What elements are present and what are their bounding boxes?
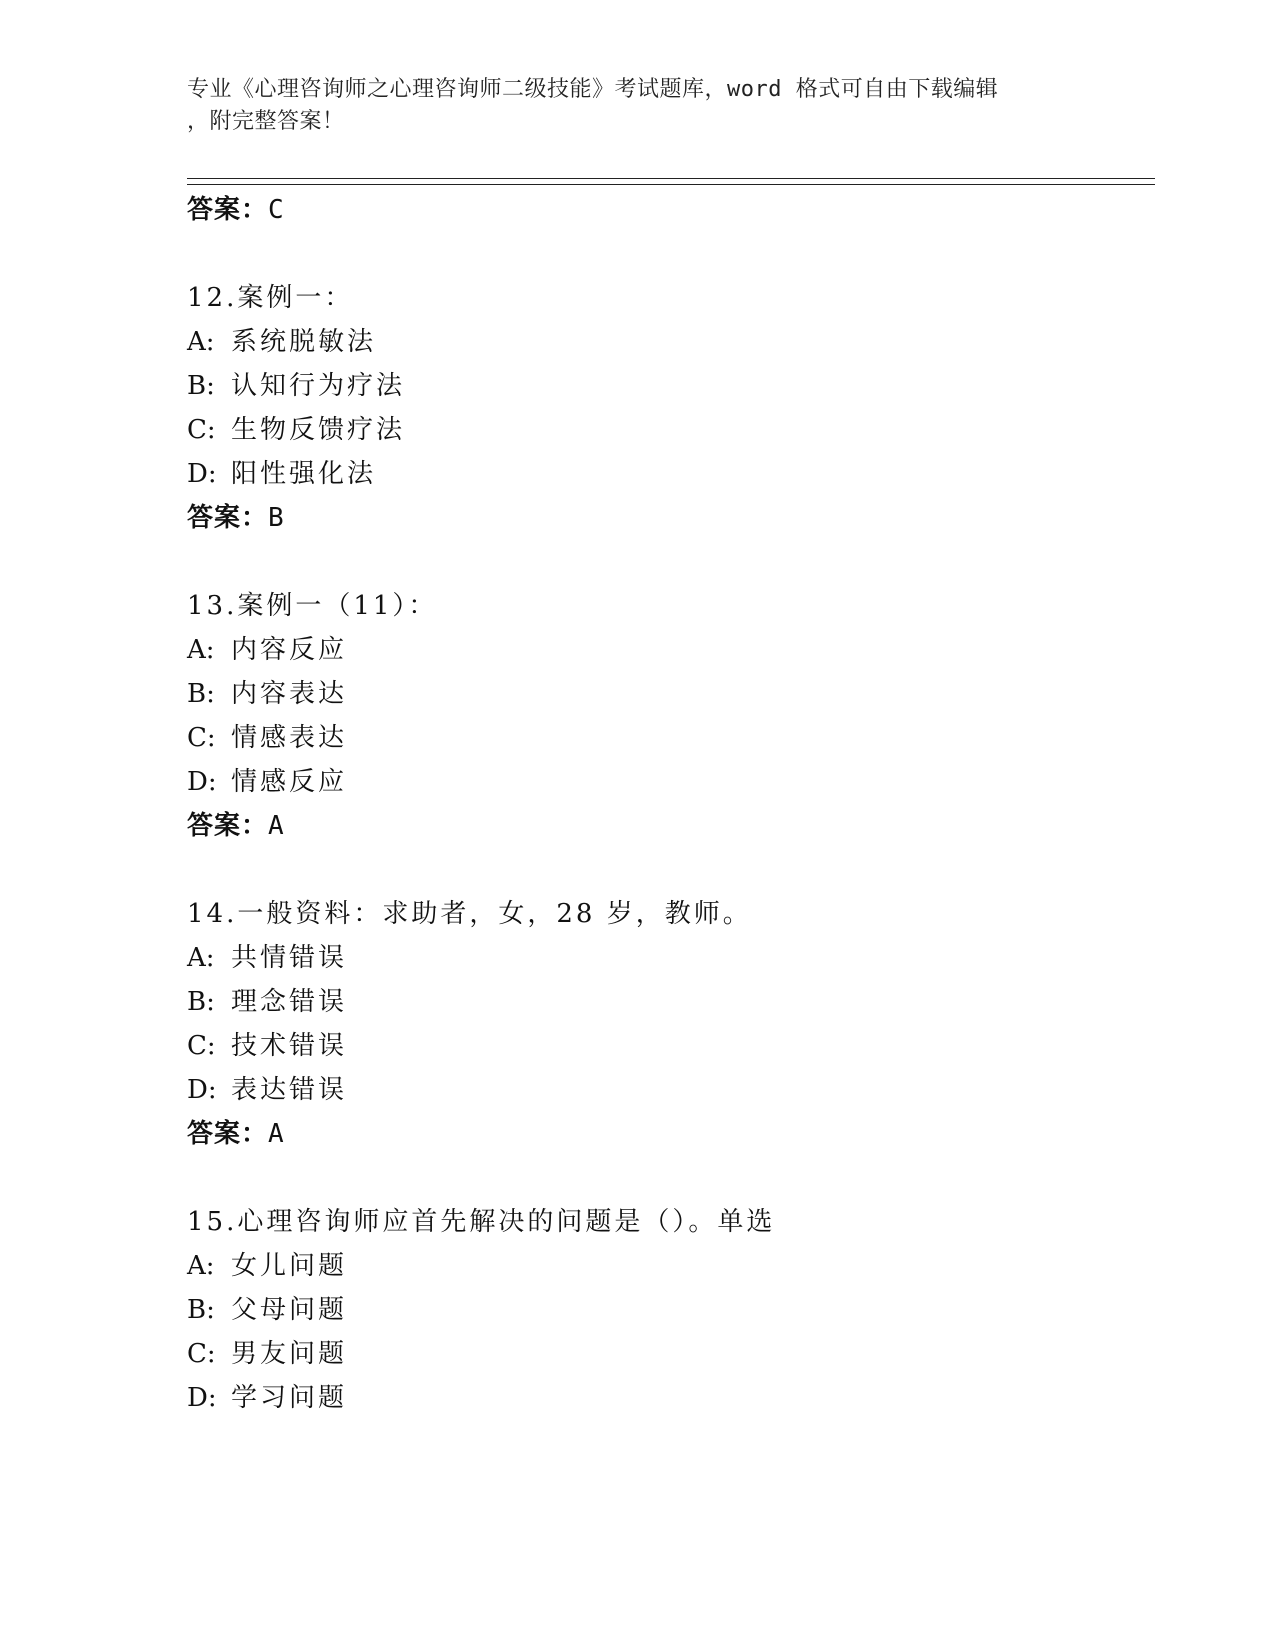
option-letter: D: bbox=[187, 459, 217, 489]
option-text: 内容表达 bbox=[231, 679, 348, 709]
document-header bbox=[187, 74, 1087, 138]
header-line-2: ，附完整答案！ bbox=[187, 109, 345, 134]
option-letter: B: bbox=[187, 371, 215, 401]
question-stem: 15.心理咨询师应首先解决的问题是（）。单选 bbox=[187, 1207, 776, 1237]
option-text: 表达错误 bbox=[231, 1075, 348, 1105]
answer-line bbox=[187, 193, 285, 227]
answer-label: 答案： bbox=[187, 503, 269, 533]
option-b bbox=[187, 677, 347, 711]
answer-label: 答案： bbox=[187, 195, 269, 225]
option-text: 学习问题 bbox=[231, 1383, 348, 1413]
answer-line bbox=[187, 1117, 285, 1151]
option-a bbox=[187, 1249, 347, 1283]
header-divider-bottom bbox=[187, 184, 1155, 185]
option-c bbox=[187, 721, 347, 755]
option-text: 阳性强化法 bbox=[231, 459, 377, 489]
answer-value: A bbox=[268, 811, 285, 841]
option-text: 男友问题 bbox=[231, 1339, 348, 1369]
option-c bbox=[187, 413, 405, 447]
option-letter: D: bbox=[187, 1383, 217, 1413]
answer-line bbox=[187, 809, 285, 843]
option-text: 理念错误 bbox=[231, 987, 348, 1017]
option-b bbox=[187, 985, 347, 1019]
answer-label: 答案： bbox=[187, 811, 269, 841]
option-letter: D: bbox=[187, 767, 217, 797]
option-letter: A: bbox=[187, 1251, 215, 1281]
option-letter: A: bbox=[187, 327, 215, 357]
answer-value: B bbox=[268, 503, 285, 533]
option-letter: B: bbox=[187, 679, 215, 709]
answer-value: C bbox=[268, 195, 285, 225]
question-stem: 14.一般资料：求助者，女，28 岁，教师。 bbox=[187, 899, 752, 929]
option-b bbox=[187, 369, 405, 403]
option-a bbox=[187, 633, 347, 667]
option-text: 父母问题 bbox=[231, 1295, 348, 1325]
option-letter: D: bbox=[187, 1075, 217, 1105]
option-b bbox=[187, 1293, 347, 1327]
option-text: 生物反馈疗法 bbox=[231, 415, 406, 445]
answer-label: 答案： bbox=[187, 1119, 269, 1149]
option-d bbox=[187, 1073, 347, 1107]
option-letter: C: bbox=[187, 415, 216, 445]
answer-line bbox=[187, 501, 285, 535]
question-stem: 13.案例一（11）： bbox=[187, 591, 438, 621]
header-divider-top bbox=[187, 178, 1155, 179]
option-text: 认知行为疗法 bbox=[231, 371, 406, 401]
option-letter: C: bbox=[187, 1031, 216, 1061]
answer-value: A bbox=[268, 1119, 285, 1149]
option-d bbox=[187, 457, 376, 491]
option-text: 系统脱敏法 bbox=[231, 327, 377, 357]
header-line-1: 专业《心理咨询师之心理咨询师二级技能》考试题库，word 格式可自由下载编辑 bbox=[187, 77, 999, 102]
option-text: 共情错误 bbox=[231, 943, 348, 973]
option-text: 情感反应 bbox=[231, 767, 348, 797]
option-letter: B: bbox=[187, 987, 215, 1017]
option-c bbox=[187, 1337, 347, 1371]
question-stem: 12.案例一： bbox=[187, 283, 354, 313]
option-text: 技术错误 bbox=[231, 1031, 348, 1061]
option-a bbox=[187, 941, 347, 975]
option-letter: A: bbox=[187, 943, 215, 973]
option-letter: A: bbox=[187, 635, 215, 665]
option-c bbox=[187, 1029, 347, 1063]
option-text: 内容反应 bbox=[231, 635, 348, 665]
option-letter: B: bbox=[187, 1295, 215, 1325]
option-text: 情感表达 bbox=[231, 723, 348, 753]
option-text: 女儿问题 bbox=[231, 1251, 348, 1281]
option-d bbox=[187, 1381, 347, 1415]
option-d bbox=[187, 765, 347, 799]
option-letter: C: bbox=[187, 723, 216, 753]
option-a bbox=[187, 325, 376, 359]
option-letter: C: bbox=[187, 1339, 216, 1369]
